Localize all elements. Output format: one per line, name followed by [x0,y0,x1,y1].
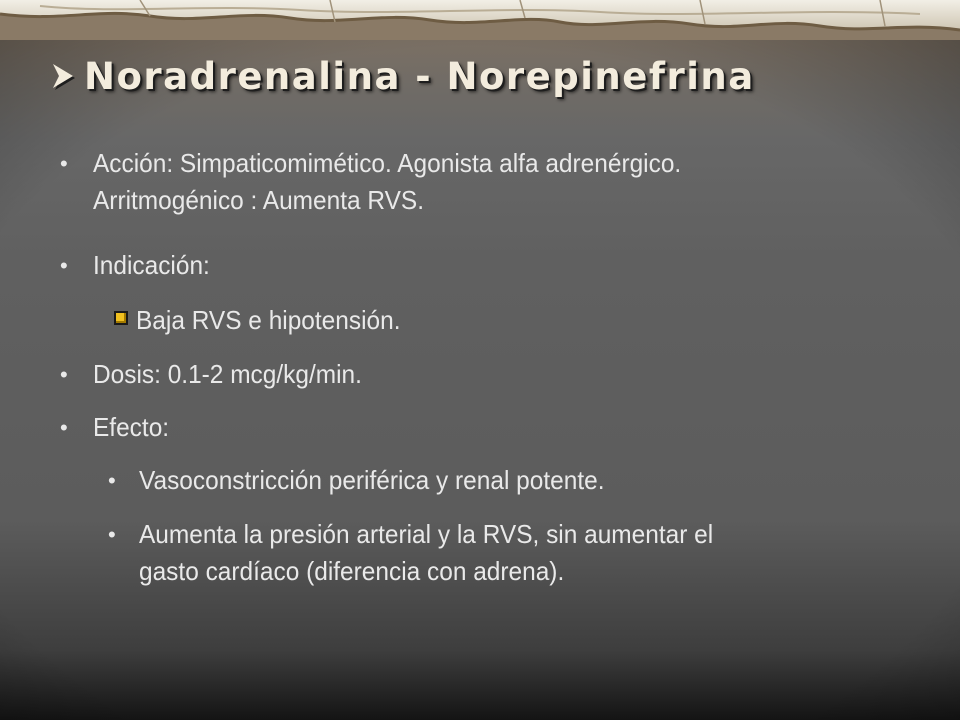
list-item-line: Vasoconstricción periférica y renal potente. [139,465,605,495]
bullet-dot: • [108,522,116,547]
bullet-dot: • [60,151,68,176]
list-item-line: Acción: Simpaticomimético. Agonista alfa adrenérgico. [93,148,682,178]
list-item-line: Efecto: [93,412,170,442]
list-item-line: Indicación: [93,250,210,280]
list-item-baja-rvs [136,302,401,339]
list-item-line: Aumenta la presión arterial y la RVS, sin aumentar el [139,519,714,549]
list-item-aumenta-presion [139,516,713,590]
list-item-line: Arritmogénico : Aumenta RVS. [93,185,425,215]
list-item-line: Baja RVS e hipotensión. [136,305,401,335]
bullet-dot: • [108,468,116,493]
list-item-line: gasto cardíaco (diferencia con adrena). [139,556,565,586]
bullet-dot: • [60,362,68,387]
square-bullet-icon [114,311,128,325]
list-item-accion [93,145,681,219]
bullet-dot: • [60,415,68,440]
slide-title: Noradrenalina - Norepinefrina [84,54,755,98]
list-item-line: Dosis: 0.1-2 mcg/kg/min. [93,359,362,389]
list-item-efecto [93,409,169,446]
list-item-vasoconstriccion [139,462,605,499]
list-item-indicacion [93,247,210,284]
list-item-dosis [93,356,362,393]
bullet-dot: • [60,253,68,278]
